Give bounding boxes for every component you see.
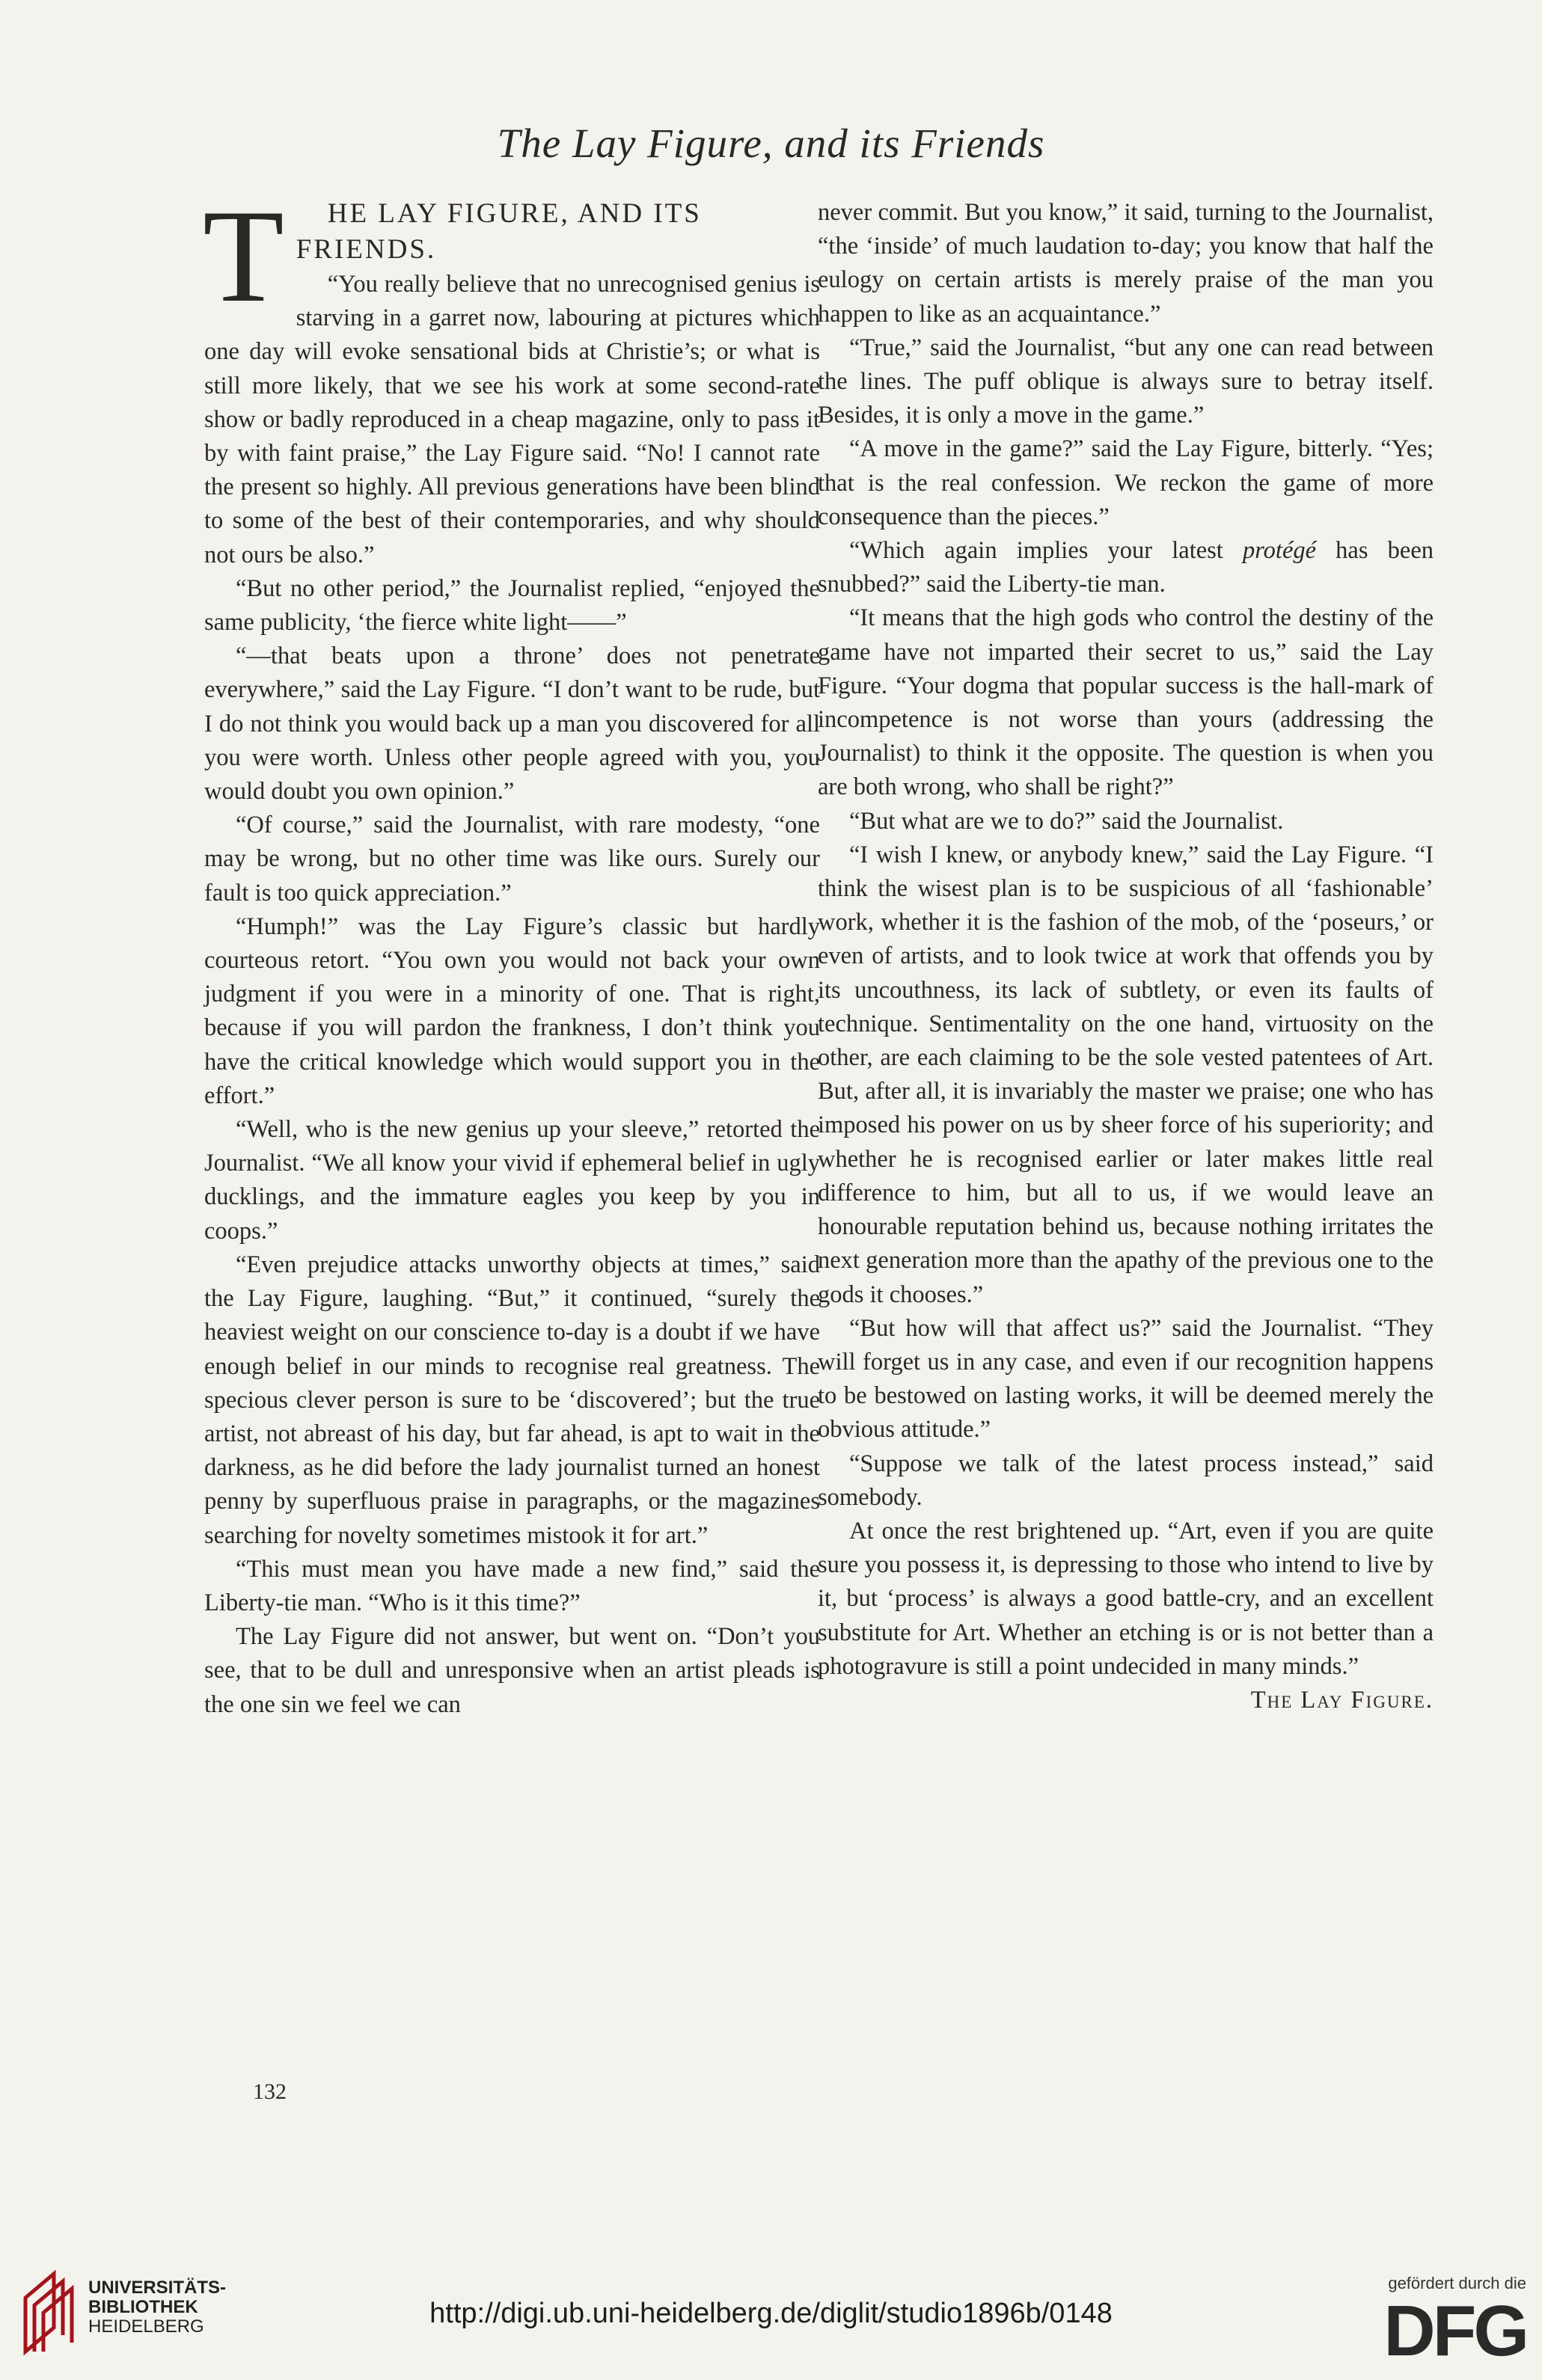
paragraph: “You really believe that no unrecognised genius is starving in a garret now, labouring at pictures which one day will evoke sensational bids at Christie’s; or what is still more likely, that we see his work at some second-rate show or badly reproduced in a cheap magazine, only to pass it by with faint praise,” the Lay Figure said. “No! I cannot rate the present so highly. All previous generations have been blind to some of the best of their contemporaries, and why should not ours be also.”	[204, 271, 820, 568]
article-lead	[203, 182, 820, 330]
paragraph: “This must mean you have made a new find,” said the Liberty-tie man. “Who is it this time?”	[204, 1555, 820, 1616]
text-column-right	[818, 196, 1434, 1717]
library-name-line-1: UNIVERSITÄTS-	[88, 2278, 227, 2298]
paragraph: “True,” said the Journalist, “but any one can read between the lines. The puff oblique is always sure to betray itself. Besides, it is only a move in the game.”	[818, 334, 1434, 429]
paragraph: At once the rest brightened up. “Art, even if you are quite sure you possess it, is depressing to those who intend to live by it, but ‘process’ is always a good battle-cry, and an excellent substitute for Art. Whether an etching is or is not better than a photogravure is still a point undecided in many minds.”	[818, 1517, 1434, 1680]
paragraph: “Even prejudice attacks unworthy objects at times,” said the Lay Figure, laughing. “But,” it continued, “surely the heaviest weight on our conscience to-day is a doubt if we have enough belief in our minds to recognise real greatness. The specious clever person is sure to be ‘discovered’; but the true artist, not abreast of his day, but far ahead, is apt to wait in the darkness, as he did before the lady journalist turned an honest penny by superfluous praise in paragraphs, or the magazines searching for novelty sometimes mistook it for art.”	[204, 1251, 820, 1549]
continued-paragraph: never commit. But you know,” it said, turning to the Journalist, “the ‘inside’ of much laudation to-day; you know that half the eulogy on certain artists is merely praise of the man you happen to like as an acquaintance.”	[818, 199, 1434, 328]
left-paragraphs	[204, 268, 820, 1722]
paragraph: “But no other period,” the Journalist replied, “enjoyed the same publicity, ‘the fierce white light——”	[204, 574, 820, 637]
paragraph: “But how will that affect us?” said the Journalist. “They will forget us in any case, and even if our recognition happens to be bestowed on lasting works, it will be deemed merely the obvious attitude.”	[818, 1314, 1434, 1444]
library-name-line-2: BIBLIOTHEK	[88, 2297, 198, 2317]
page-number: 132	[253, 2079, 287, 2104]
signature: The Lay Figure.	[1250, 1686, 1434, 1714]
paragraph: “Suppose we talk of the latest process instead,” said somebody.	[818, 1450, 1434, 1511]
paragraph: “Which again implies your latest protégé has been snubbed?” said the Liberty-tie man.	[818, 537, 1434, 598]
drop-cap: T	[203, 182, 284, 330]
funded-by-text: gefördert durch die	[1388, 2274, 1526, 2292]
paragraph: “—that beats upon a throne’ does not penetrate everywhere,” said the Lay Figure. “I don’t want to be rude, but I do not think you would back up a man you discovered for all you were worth. Unless other people agreed with you, you would doubt you own opinion.”	[204, 642, 820, 806]
dfg-logo: DFG	[1383, 2291, 1526, 2371]
paragraph: “Well, who is the new genius up your sleeve,” retorted the Journalist. “We all know your vivid if ephemeral belief in ugly ducklings, and the immature eagles you keep by you in coops.”	[204, 1116, 820, 1245]
paragraph: The Lay Figure did not answer, but went on. “Don’t you see, that to be dull and unresponsive when an artist pleads is the one sin we feel we can	[204, 1623, 820, 1718]
library-name-line-3: HEIDELBERG	[88, 2316, 204, 2337]
paragraph: “Of course,” said the Journalist, with rare modesty, “one may be wrong, but no other time was like ours. Surely our fault is too quick appreciation.”	[204, 812, 820, 907]
italic-word: protégé	[1242, 537, 1317, 565]
article-title: HE LAY FIGURE, AND ITS FRIENDS.	[296, 198, 702, 265]
paragraph: “Humph!” was the Lay Figure’s classic but hardly courteous retort. “You own you would not back your own judgment if you were in a minority of one. That is right, because if you will pardon the frankness, I don’t think you have the critical knowledge which would support you in the effort.”	[204, 913, 820, 1109]
footer-bar	[0, 2251, 1542, 2380]
paragraph: “But what are we to do?” said the Journalist.	[849, 807, 1284, 835]
running-header-title: The Lay Figure, and its Friends	[497, 120, 1045, 166]
text-column-left	[203, 182, 820, 1722]
paragraph: “It means that the high gods who control the destiny of the game have not imparted their secret to us,” said the Lay Figure. “Your dogma that popular success is the hall-mark of incompetence is not worse than yours (addressing the Journalist) to think it the opposite. The question is when you are both wrong, who shall be right?”	[818, 604, 1434, 801]
right-paragraphs	[818, 331, 1434, 1684]
paragraph: “A move in the game?” said the Lay Figure, bitterly. “Yes; that is the real confession. We reckon the game of more consequence than the pieces.”	[818, 435, 1434, 530]
paragraph: “I wish I knew, or anybody knew,” said the Lay Figure. “I think the wisest plan is to be suspicious of all ‘fashionable’ work, whether it is the fashion of the mob, of the ‘poseurs,’ or even of artists, and to look twice at work that offends you by its uncouthness, its lack of subtlety, or even its faults of technique. Sentimentality on the one hand, virtuosity on the other, are each claiming to be the sole vested patentees of Art. But, after all, it is invariably the master we praise; one who has imposed his power on us by sheer force of his superiority; and whether he is recognised earlier or later makes little real difference to him, but all to us, if we would leave an honourable reputation behind us, because nothing irritates the next generation more than the apathy of the previous one to the gods it chooses.”	[818, 841, 1434, 1308]
source-url-link[interactable]: http://digi.ub.uni-heidelberg.de/diglit/studio1896b/0148	[429, 2298, 1113, 2329]
